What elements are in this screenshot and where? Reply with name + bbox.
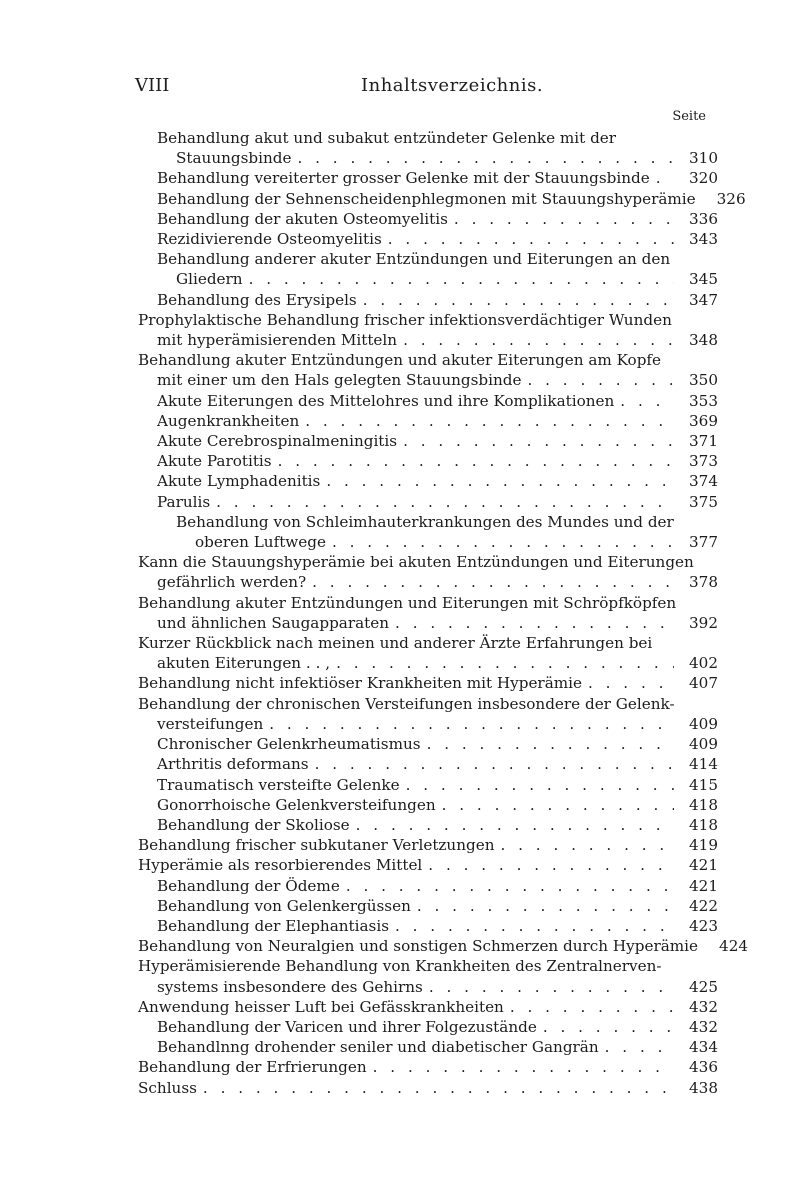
page-number: VIII [135,75,170,96]
toc-entry-title: Behandlung von Gelenkergüssen [157,896,411,915]
dot-leader [400,775,674,795]
toc-entry-title: Behandlnng drohender seniler und diabetischer Gangrän [157,1038,599,1057]
dot-leader [421,734,674,754]
dot-leader [411,896,674,916]
toc-entry-title: mit hyperämisierenden Mitteln [157,331,398,350]
dot-leader [614,391,674,411]
toc-entry [138,1017,718,1037]
toc-page-number: 425 [689,977,718,996]
toc-page-number: 373 [689,452,718,471]
toc-entry [138,249,718,289]
toc-page-number: 402 [689,654,718,673]
page-column-label: Seite [672,109,706,124]
toc-page-number: 419 [689,836,718,855]
dot-leader [309,754,674,774]
toc-entry [138,168,718,188]
toc-entry [138,431,718,451]
dot-leader [537,1017,674,1037]
toc-entry-title: Akute Cerebrospinalmeningitis [157,432,398,451]
toc-page-number: 343 [689,230,718,249]
toc-entry [138,1037,718,1057]
toc-entry-title: Behandlung frischer subkutaner Verletzungen [138,836,495,855]
dot-leader [243,269,674,289]
toc-entry-title: Behandlung vereiterter grosser Gelenke mit der Stauungsbinde [157,169,650,188]
toc-entry-title: Behandlung von Neuralgien und sonstigen Schmerzen durch Hyperämie [138,937,699,956]
toc-entry-title: Arthritis deformans [157,755,309,774]
toc-page-number: 345 [689,270,718,289]
dot-leader [340,876,674,896]
toc-entry [138,673,718,693]
toc-entry-title: Anwendung heisser Luft bei Gefässkrankheiten [138,997,504,1016]
toc-entry-title: Hyperämisierende Behandlung von Krankheiten des Zentralnerven- [138,957,662,976]
toc-page-number: 418 [689,815,718,834]
toc-entry-title: akuten Eiterungen . . , [157,654,331,673]
toc-entry [138,391,718,411]
toc-entry-title: Stauungsbinde [176,149,292,168]
toc-entry [138,512,718,552]
toc-page-number: 375 [689,492,718,511]
toc-entry [138,876,718,896]
toc-page-number: 310 [689,149,718,168]
toc-entry-title: Augenkrankheiten [157,411,300,430]
toc-entry [138,775,718,795]
toc-entry [138,593,718,633]
toc-page-number: 348 [689,331,718,350]
toc-entry-title: Behandlung anderer akuter Entzündungen und Eiterungen an den [157,250,671,269]
dot-leader [320,471,674,491]
toc-entry [138,1078,718,1098]
toc-page-number: 415 [689,775,718,794]
toc-entry [138,189,746,209]
toc-entry [138,936,749,956]
dot-leader [330,653,674,673]
toc-entry-title: versteifungen [157,714,264,733]
dot-leader [397,431,674,451]
dot-leader [357,290,674,310]
toc-entry-title: Behandlung der chronischen Versteifungen insbesondere der Gelenk- [138,694,675,713]
toc-entry-title: Behandlung der Ödeme [157,876,340,895]
toc-page-number: 422 [689,896,718,915]
dot-leader [326,532,674,552]
toc-page-number: 423 [689,916,718,935]
toc-page-number: 421 [689,876,718,895]
toc-page-number: 432 [689,997,718,1016]
toc-entry-title: Prophylaktische Behandlung frischer infektionsverdächtiger Wunden [138,310,672,329]
toc-page-number: 407 [689,674,718,693]
dot-leader [299,411,674,431]
toc-page-number: 371 [689,432,718,451]
toc-entry [138,795,718,815]
running-title: Inhaltsverzeichnis. [361,75,544,96]
toc-page-number: 432 [689,1017,718,1036]
toc-entry [138,128,718,168]
dot-leader [397,330,674,350]
toc-entry-title: Kann die Stauungshyperämie bei akuten Entzündungen und Eiterungen [138,553,694,572]
toc-entry-title: Rezidivierende Osteomyelitis [157,230,382,249]
dot-leader [582,673,674,693]
toc-entry [138,835,718,855]
table-of-contents [138,128,749,1098]
toc-page-number: 438 [689,1078,718,1097]
toc-entry-title: Akute Lymphadenitis [157,472,321,491]
toc-entry [138,734,718,754]
toc-page-number: 392 [689,613,718,632]
toc-entry-title: Akute Eiterungen des Mittelohres und ihre Komplikationen [157,391,615,410]
dot-leader [494,835,674,855]
toc-entry-title: Akute Parotitis [157,452,272,471]
dot-leader [350,815,674,835]
toc-page-number: 418 [689,795,718,814]
toc-entry-title: Parulis [157,492,211,511]
toc-entry-title: Behandlung der Sehnenscheidenphlegmonen mit Stauungshyperämie [157,189,696,208]
toc-entry-title: Kurzer Rückblick nach meinen und anderer Ärzte Erfahrungen bei [138,634,653,653]
toc-entry-title: Hyperämie als resorbierendes Mittel [138,856,423,875]
toc-page-number: 421 [689,856,718,875]
toc-entry [138,471,718,491]
toc-entry-title: mit einer um den Hals gelegten Stauungsbinde [157,371,522,390]
dot-leader [696,189,702,209]
toc-entry [138,694,718,734]
toc-entry-title: Traumatisch versteifte Gelenke [157,775,400,794]
dot-leader [292,148,675,168]
toc-page-number: 378 [689,573,718,592]
toc-entry [138,411,718,431]
toc-entry-title: oberen Luftwege [195,533,326,552]
toc-entry-title: Behandlung akut und subakut entzündeter Gelenke mit der [157,129,617,147]
toc-entry-title: Behandlung nicht infektiöser Krankheiten mit Hyperämie [138,674,582,693]
toc-page-number: 434 [689,1038,718,1057]
toc-entry [138,451,718,471]
toc-entry [138,209,718,229]
toc-entry-title: Schluss [138,1078,197,1097]
toc-entry [138,896,718,916]
dot-leader [436,795,674,815]
dot-leader [272,451,674,471]
dot-leader [448,209,674,229]
toc-page-number: 347 [689,290,718,309]
toc-page-number: 369 [689,411,718,430]
toc-entry-title: Behandlung der akuten Osteomyelitis [157,209,448,228]
toc-page-number: 436 [689,1058,718,1077]
toc-entry [138,855,718,875]
toc-entry [138,633,718,673]
toc-page-number: 374 [689,472,718,491]
dot-leader [422,855,674,875]
toc-entry [138,350,718,390]
toc-entry [138,290,718,310]
dot-leader [504,997,674,1017]
dot-leader [367,1057,674,1077]
toc-entry-title: Behandlung der Elephantiasis [157,916,389,935]
toc-entry [138,1057,718,1077]
dot-leader [650,168,674,188]
toc-entry-title: Behandlung der Varicen und ihrer Folgezustände [157,1017,537,1036]
toc-page-number: 353 [689,391,718,410]
toc-entry [138,815,718,835]
toc-entry [138,754,718,774]
toc-entry [138,916,718,936]
toc-entry-title: und ähnlichen Saugapparaten [157,613,390,632]
toc-entry-title: Chronischer Gelenkrheumatismus [157,735,421,754]
toc-page-number: 377 [689,533,718,552]
toc-entry-title: systems insbesondere des Gehirns [157,977,423,996]
toc-entry [138,492,718,512]
toc-entry [138,997,718,1017]
toc-entry-title: Behandlung von Schleimhauterkrankungen des Mundes und der [176,512,674,531]
toc-entry-title: Behandlung akuter Entzündungen und Eiterungen mit Schröpfköpfen [138,593,677,612]
dot-leader [423,977,674,997]
toc-entry [138,229,718,249]
toc-page-number: 409 [689,714,718,733]
toc-entry-title: Gliedern [176,270,243,289]
dot-leader [263,714,674,734]
toc-entry-title: gefährlich werden? [157,573,307,592]
toc-page-number: 320 [689,169,718,188]
dot-leader [389,613,674,633]
toc-entry-title: Behandlung der Erfrierungen [138,1058,367,1077]
toc-page-number: 414 [689,755,718,774]
toc-page-number: 336 [689,209,718,228]
toc-entry-title: Behandlung akuter Entzündungen und akuter Eiterungen am Kopfe [138,351,662,370]
dot-leader [306,572,674,592]
dot-leader [197,1078,674,1098]
dot-leader [389,916,674,936]
toc-page-number: 424 [719,937,749,956]
toc-entry [138,552,718,592]
toc-entry-title: Behandlung des Erysipels [157,290,357,309]
toc-entry-title: Behandlung der Skoliose [157,815,350,834]
dot-leader [210,492,674,512]
toc-page-number: 409 [689,735,718,754]
toc-entry [138,956,718,996]
dot-leader [599,1037,674,1057]
dot-leader [521,370,674,390]
toc-entry [138,310,718,350]
toc-entry-title: Gonorrhoische Gelenkversteifungen [157,795,436,814]
toc-page-number: 350 [689,371,718,390]
toc-page-number: 326 [716,189,746,208]
dot-leader [382,229,674,249]
